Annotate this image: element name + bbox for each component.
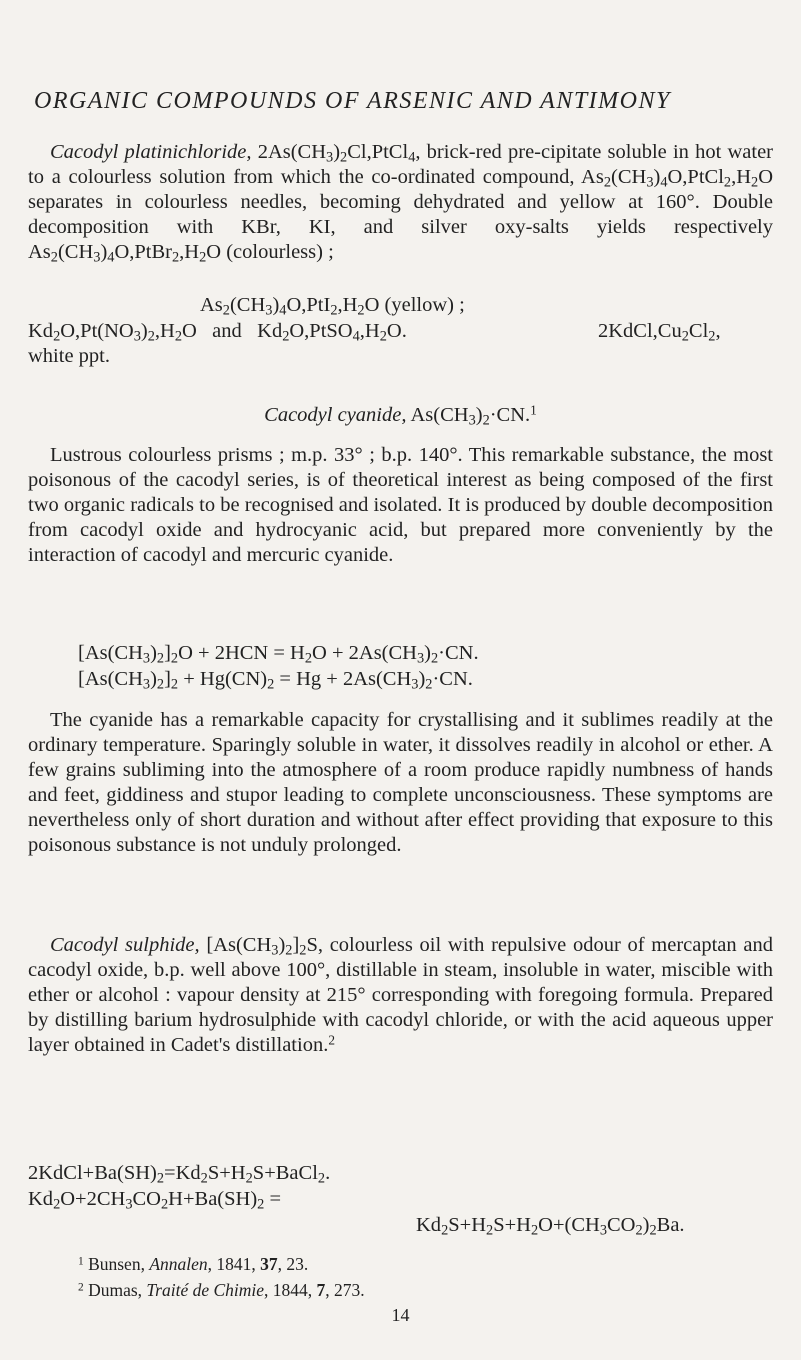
cyanide-equation-2: $[As(CH_3)_2]_2 + Hg(CN)_2 = Hg + 2As(CH_3)_2\cdot CN$. xyxy=(78,668,473,693)
platinichloride-formula-nitrate-sulphate: $Kd_2O,Pt(NO_3)_2,H_2O$ and $Kd_2O,PtSO_4,H_2O$. xyxy=(28,320,407,345)
sulphide-title: Cacodyl sulphide, xyxy=(50,934,200,956)
page-number: 14 xyxy=(391,1305,410,1325)
footnote-1: $^1$ Bunsen, Annalen, 1841, 37, 23. xyxy=(78,1254,309,1274)
sulphide-paragraph: Cacodyl sulphide, $[As(CH_3)_2]_2S$, colourless oil with repulsive odour of mercaptan and cacodyl oxide, b.p. well above 100°, distillable in steam, insoluble in water, miscible with ether or alcohol : vapour density at 215° corresponding with foregoing formula. Prepared by distilling barium hydrosulphide with cacodyl chloride, or with the acid aqueous upper layer obtained in Cadet's distillation.$^2$ xyxy=(28,934,773,1056)
platinichloride-paragraph: Cacodyl platinichloride, $2As(CH_3)_2Cl,PtCl_4$, brick-red pre-cipitate soluble in hot water to a colourless solution from which the co-ordinated compound, $As_2(CH_3)_4O,PtCl_2,H_2O$ separates in colourless needles, becoming dehydrated and yellow at 160°. Double decomposition with KBr, KI, and silver oxy-salts yields respectively $As_2(CH_3)_4O,PtBr_2,H_2O$ (colourless) ; xyxy=(28,141,774,266)
cyanide-paragraph-2: The cyanide has a remarkable capacity for crystallising and it sublimes readily at the ordinary temperature. Sparingly soluble in water, it dissolves readily in alcohol or ether. A few grains subliming into the atmosphere of a room produce rapidly numbness of hands and feet, giddiness and stupor leading to complete unconsciousness. These symptoms are nevertheless only of short duration and without after effect providing that exposure to this poisonous substance is not unduly prolonged. xyxy=(28,709,773,856)
footnote-ref-2: 2 xyxy=(328,1032,335,1048)
footnote-2: $^2$ Dumas, Traité de Chimie, 1844, 7, 273. xyxy=(78,1280,365,1300)
running-head: ORGANIC COMPOUNDS OF ARSENIC AND ANTIMONY xyxy=(34,88,671,114)
white-ppt-text: white ppt. xyxy=(28,345,110,367)
sulphide-equation-2: $Kd_2O+2CH_3CO_2H+Ba(SH)_2$ = xyxy=(28,1188,282,1213)
platinichloride-formula-iodide: $As_2(CH_3)_4O,PtI_2,H_2O$ (yellow) ; xyxy=(200,294,465,319)
cyanide-equation-1: $[As(CH_3)_2]_2O + 2HCN = H_2O + 2As(CH_3)_2\cdot CN$. xyxy=(78,642,479,667)
cyanide-heading: Cacodyl cyanide, $As(CH_3)_2\cdot CN.^1$ xyxy=(264,402,537,429)
cyanide-paragraph-1: Lustrous colourless prisms ; m.p. 33° ; b.p. 140°. This remarkable substance, the most poisonous of the cacodyl series, is of theoretical interest as being composed of the first two organic radicals to be recognised and isolated. It is produced by double decomposition from cacodyl oxide and hydrocyanic acid, but prepared more conveniently by the interaction of cacodyl and mercuric cyanide. xyxy=(28,444,773,566)
footnote-ref-1: 1 xyxy=(530,402,537,418)
platinichloride-title: Cacodyl platinichloride, xyxy=(50,141,252,163)
sulphide-equation-3: $Kd_2S+H_2S+H_2O+(CH_3CO_2)_2Ba$. xyxy=(416,1214,685,1239)
platinichloride-formula-copper: $2KdCl,Cu_2Cl_2$, xyxy=(598,320,721,345)
sulphide-equation-1: $2KdCl+Ba(SH)_2=Kd_2S+H_2S+BaCl_2$. xyxy=(28,1162,331,1187)
